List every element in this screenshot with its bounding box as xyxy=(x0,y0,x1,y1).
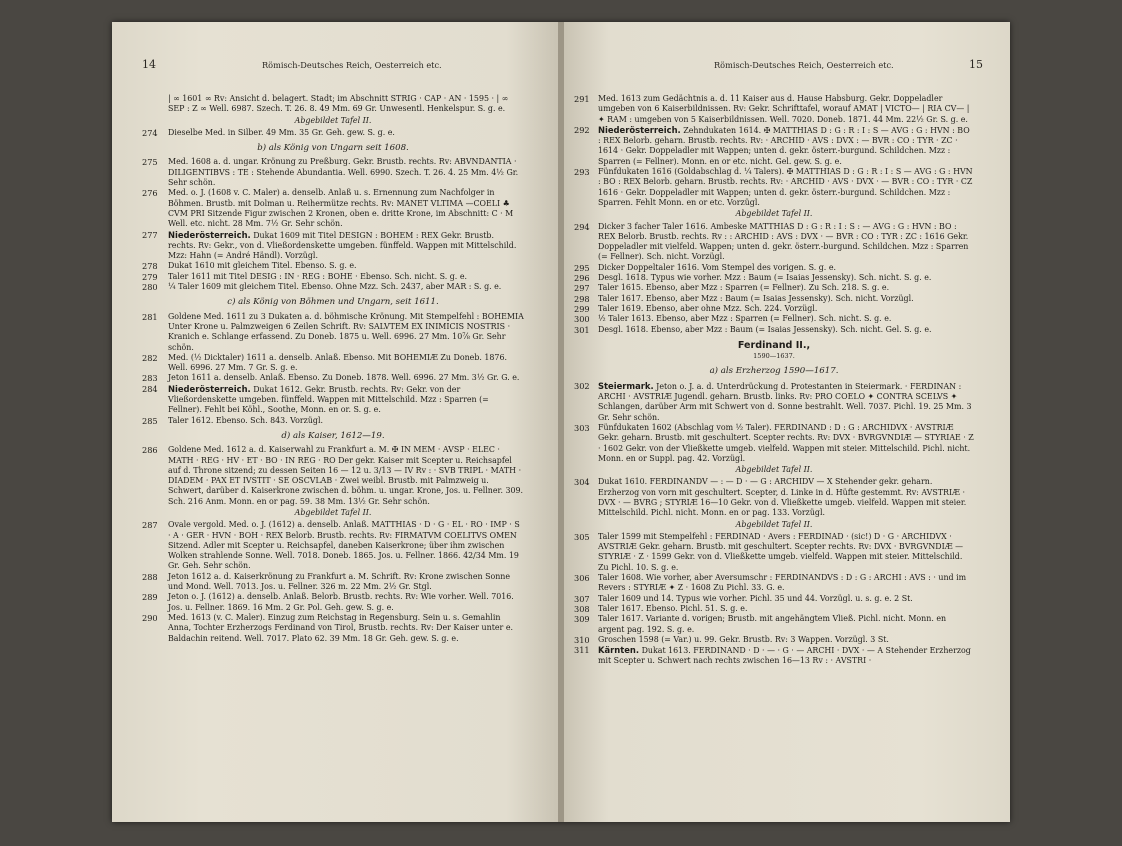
entry-description: Taler 1619. Ebenso, aber ohne Mzz. Sch. 224. Vorzügl. xyxy=(598,303,818,313)
lot-number: 276 xyxy=(142,188,158,199)
catalog-entry xyxy=(574,222,974,263)
entry-description: Goldene Med. 1611 zu 3 Dukaten a. d. böhmische Krönung. Mit Stempelfehl : BOHEMIA Unter Krone u. Palmzweigen 6 Zeilen Schrift. Rv: SALVTEM EX INIMICIS NOSTRIS · Kranich e. Schlange erfassend. Zu Doneb. 1875 u. Well. 6996. 27 Mm. 10⅞ Gr. Sehr schön. xyxy=(168,311,524,352)
entry-body xyxy=(168,230,524,262)
entry-description: Taler 1612. Ebenso. Sch. 843. Vorzügl. xyxy=(168,415,323,425)
entry-body xyxy=(168,282,524,292)
lot-number: 291 xyxy=(574,94,590,104)
entry-description: Zehndukaten 1614. ✠ MATTHIAS D : G : R : I : S — AVG : G : HVN : BO : REX Belorb. geharn. Brustb. rechts. Rv: · ARCHID · AVS : DVX : — BVR : CO : TYR · ZC · 1614 · Gekr. Doppeladler mit Wappen; unten d. gekr. österr.-burgund. Schildchen. Mzz : Sparren (= Fellner). Monn. en or etc. nicht. Gel. gew. S. g. e. xyxy=(598,125,970,166)
entry-body xyxy=(598,263,974,273)
entry-description: Desgl. 1618. Typus wie vorher. Mzz : Baum (= Isaias Jessensky). Sch. nicht. S. g. e. xyxy=(598,273,932,283)
entry-body xyxy=(168,416,524,426)
plate-caption: Abgebildet Tafel II. xyxy=(294,115,372,125)
entry-description: Taler 1599 mit Stempelfehl : FERDINAD · Avers : FERDINAD · (sic!) D · G · ARCHIDVX · AVSTRIÆ Gekr. geharn. Brustb. mit geschultert. Scepter rechts. Rv: DVX · BVRGVNDIÆ — STYRIÆ · Z · 1599 Gekr. von d. Vließkette umgeb. vielfeld. Wappen mit steier. Mittelschild. Zu Pichl. 10. S. g. e. xyxy=(598,531,964,572)
lot-number: 301 xyxy=(574,324,590,335)
catalog-entry xyxy=(574,635,974,645)
catalog-entry xyxy=(142,520,524,571)
entry-description: Jeton o. J. (1612) a. denselb. Anlaß. Belorb. Brustb. rechts. Rv: Wie vorher. Well. 7016. Jos. u. Fellner. 1869. 16 Mm. 2 Gr. Pol. Geh. gew. S. g. e. xyxy=(168,592,514,612)
entry-description: Taler 1609 und 14. Typus wie vorher. Pichl. 35 und 44. Vorzügl. u. s. g. e. 2 St. xyxy=(598,593,913,603)
catalog-entry xyxy=(574,325,974,335)
lot-number: 282 xyxy=(142,352,158,363)
plate-caption: Abgebildet Tafel II. xyxy=(735,465,813,475)
lot-number: 288 xyxy=(142,571,158,582)
lot-number: 304 xyxy=(574,477,590,488)
entry-body xyxy=(598,614,974,635)
entry-body xyxy=(168,94,524,115)
catalog-entry xyxy=(574,263,974,273)
plate-caption: Abgebildet Tafel II. xyxy=(735,519,813,529)
lot-number: 289 xyxy=(142,592,158,603)
lot-number: 275 xyxy=(142,157,158,168)
lot-number: 300 xyxy=(574,314,590,325)
entry-description: Taler 1611 mit Titel DESIG : IN · REG : BOHE · Ebenso. Sch. nicht. S. g. e. xyxy=(168,271,467,281)
entry-description: Groschen 1598 (= Var.) u. 99. Gekr. Brustb. Rv: 3 Wappen. Vorzügl. 3 St. xyxy=(598,634,889,644)
lot-number: 298 xyxy=(574,293,590,304)
catalog-entry xyxy=(142,373,524,383)
entry-description: Med. o. J. (1608 v. C. Maler) a. denselb. Anlaß u. s. Ernennung zum Nachfolger in Böhmen. Brustb. mit Dolman u. Reihermütze rechts. Rv: MANET VLTIMA —COELI ♣ CVM PRI Sitzende Figur zwischen 2 Kronen, oben e. dritte Krone, im Abschnitt: C · M Well. etc. nicht. 28 Mm. 7½ Gr. Sehr schön. xyxy=(168,188,514,229)
entry-body xyxy=(598,423,974,464)
entry-body xyxy=(598,604,974,614)
entry-body xyxy=(598,314,974,324)
catalog-entry xyxy=(574,604,974,614)
entry-body xyxy=(168,261,524,271)
entry-description: Taler 1617. Ebenso. Pichl. 51. S. g. e. xyxy=(598,603,748,613)
lot-number: 285 xyxy=(142,415,158,426)
entry-description: Dieselbe Med. in Silber. 49 Mm. 35 Gr. Geh. gew. S. g. e. xyxy=(168,127,395,137)
entry-description: Fünfdukaten 1616 (Goldabschlag d. ¼ Talers). ✠ MATTHIAS D : G : R : I : S — AVG : G : HVN : BO : REX Belorb. geharn. Brustb. rechts. Rv: · ARCHID · AVS · DVX · — BVR : CO : TYR · CZ 1616 · Gekr. Doppeladler mit Wappen; unten d. gekr. österr.-burgund. Schildchen. Mzz : Sparren. Fehlt Monn. en or etc. Vorzügl. xyxy=(598,167,973,207)
entry-description: ¼ Taler 1609 mit gleichem Titel. Ebenso. Ohne Mzz. Sch. 2437, aber MAR : S. g. e. xyxy=(168,282,502,292)
entry-body xyxy=(598,532,974,573)
entry-description: Med. (½ Dicktaler) 1611 a. denselb. Anlaß. Ebenso. Mit BOHEMIÆ Zu Doneb. 1876. Well. 6996. 27 Mm. 7 Gr. S. g. e. xyxy=(168,352,507,373)
catalog-entry xyxy=(142,445,524,507)
catalog-entry xyxy=(574,94,974,125)
lot-number: 274 xyxy=(142,127,158,138)
left-text-column xyxy=(142,94,524,644)
entry-description: Taler 1615. Ebenso, aber Mzz : Sparren (= Fellner). Zu Sch. 218. S. g. e. xyxy=(598,283,890,293)
catalog-entry xyxy=(574,283,974,293)
catalog-entry xyxy=(574,125,974,167)
entry-description: Dicker 3 facher Taler 1616. Ambeske MATTHIAS D : G : R : I : S : — AVG : G : HVN : BO : REX Belorb. Brustb. rechts. Rv : : ARCHID : AVS : DVX · — BVR : CO : TYR : ZC : 1616 Gekr. Doppeladler mit vielfeld. Wappen; unten d. gekr. österr.-burgund. Schildchen. Mzz : Sparren (= Fellner). Sch. nicht. Vorzügl. xyxy=(598,221,969,262)
catalog-entry xyxy=(574,532,974,573)
entry-description: Jeton o. J. a. d. Unterdrückung d. Protestanten in Steiermark. · FERDINAN : ARCHI · AVSTRIÆ Jugendl. geharn. Brustb. links. Rv: PRO COELO ✦ CONTRA SCELVS ✦ Schlangen, darüber Arm mit Schwert von d. Sonne bestrahlt. Well. 7037. Pichl. 19. 25 Mm. 3 Gr. Sehr schön. xyxy=(598,381,972,422)
catalog-entry xyxy=(142,384,524,416)
catalog-entry xyxy=(142,592,524,613)
catalog-entry xyxy=(574,573,974,594)
catalog-entry xyxy=(574,423,974,464)
entry-body xyxy=(168,157,524,188)
entry-description: | ∞ 1601 ∞ Rv: Ansicht d. belagert. Stadt; im Abschnitt STRIG · CAP · AN · 1595 · | ∞ SEP : Z ∞ Well. 6987. Szech. T. 26. 8. 49 Mm. 69 Gr. Unwesentl. Henkelspur. S. g. e. xyxy=(168,94,509,114)
entry-body xyxy=(598,573,974,594)
region-name: Niederösterreich. xyxy=(168,383,251,394)
lot-number: 302 xyxy=(574,380,590,391)
section-heading: a) als Erzherzog 1590—1617. xyxy=(709,366,839,377)
catalog-entry xyxy=(142,416,524,426)
entry-body xyxy=(598,304,974,314)
left-page-number: 14 xyxy=(142,58,156,71)
entry-body xyxy=(168,384,524,416)
region-name: Steiermark. xyxy=(598,380,654,391)
entry-body xyxy=(168,272,524,282)
catalog-entry xyxy=(574,614,974,635)
catalog-entry xyxy=(142,613,524,644)
plate-caption: Abgebildet Tafel II. xyxy=(735,209,813,219)
entry-body xyxy=(598,645,974,667)
book-spread xyxy=(112,22,1010,822)
catalog-entry xyxy=(574,167,974,208)
left-running-title: Römisch-Deutsches Reich, Oesterreich etc. xyxy=(262,60,442,70)
catalog-entry xyxy=(574,294,974,304)
catalog-entry xyxy=(142,157,524,188)
entry-body xyxy=(598,594,974,604)
entry-description: Jeton 1612 a. d. Kaiserkrönung zu Frankfurt a. M. Schrift. Rv: Krone zwischen Sonne und Mond. Well. 7013. Jos. u. Fellner. 326 m. 22 Mm. 2½ Gr. Stgl. xyxy=(168,571,511,592)
entry-description: Ovale vergold. Med. o. J. (1612) a. denselb. Anlaß. MATTHIAS · D · G · EL · RO · IMP · S · A · GER · HVN · BOH · REX Belorb. Brustb. rechts. Rv: FIRMATVM COELITVS OMEN Sitzend. Adler mit Scepter u. Reichsapfel, daneben Kaiserkrone; über ihm zwischen Wolken strahlende Sonne. Well. 7018. Doneb. 1865. Jos. u. Fellner. 1866. 42/34 Mm. 19 Gr. Geh. Sehr schön. xyxy=(168,520,520,571)
entry-body xyxy=(168,353,524,374)
entry-description: Fünfdukaten 1602 (Abschlag vom ½ Taler). FERDINAND : D : G : ARCHIDVX · AVSTRIÆ Gekr. geharn. Brustb. mit geschultert. Scepter rechts. Rv: DVX · BVRGVNDIÆ — STYRIAE · Z · 1602 Gekr. von der Vließkette umgeb. vielfeld. Wappen mit steier. Mittelschild. Pichl. nicht. Monn. en or Suppl. pag. 42. Vorzügl. xyxy=(598,422,974,463)
lot-number: 277 xyxy=(142,229,158,240)
entry-description: Taler 1608. Wie vorher, aber Aversumschr : FERDINANDVS : D : G : ARCHI : AVS : · und im Revers : STYRIÆ ✦ Z · 1608 Zu Pichl. 33. G. e. xyxy=(598,573,967,593)
entry-body xyxy=(168,373,524,383)
lot-number: 294 xyxy=(574,221,590,232)
lot-number: 311 xyxy=(574,645,590,656)
entry-description: Jeton 1611 a. denselb. Anlaß. Ebenso. Zu Doneb. 1878. Well. 6996. 27 Mm. 3½ Gr. G. e. xyxy=(168,373,520,383)
entry-body xyxy=(598,94,974,125)
ruler-heading: Ferdinand II., xyxy=(737,339,811,351)
catalog-entry xyxy=(574,381,974,423)
lot-number: 281 xyxy=(142,311,158,322)
region-name: Niederösterreich. xyxy=(168,229,251,240)
right-page-number: 15 xyxy=(969,58,983,71)
catalog-entry xyxy=(142,94,524,115)
entry-description: Desgl. 1618. Ebenso, aber Mzz : Baum (= Isaias Jessensky). Sch. nicht. Gel. S. g. e. xyxy=(598,324,932,334)
entry-description: Dukat 1613. FERDINAND · D · — · G · — ARCHI · DVX · — A Stehender Erzherzog mit Scepter u. Schwert nach rechts zwischen 16—13 Rv : · AVSTRI · xyxy=(598,646,971,666)
catalog-entry xyxy=(142,353,524,374)
lot-number: 307 xyxy=(574,593,590,604)
entry-body xyxy=(168,445,524,507)
lot-number: 286 xyxy=(142,445,158,456)
catalog-entry xyxy=(142,572,524,593)
lot-number: 306 xyxy=(574,573,590,584)
entry-body xyxy=(168,572,524,593)
lot-number: 303 xyxy=(574,422,590,433)
entry-body xyxy=(598,325,974,335)
lot-number: 309 xyxy=(574,614,590,625)
catalog-entry xyxy=(142,312,524,353)
plate-caption: Abgebildet Tafel II. xyxy=(294,507,372,517)
right-running-title: Römisch-Deutsches Reich, Oesterreich etc. xyxy=(714,60,894,70)
entry-description: Taler 1617. Variante d. vorigen; Brustb. mit angehängtem Vließ. Pichl. nicht. Monn. en argent pag. 192. S. g. e. xyxy=(598,614,947,634)
lot-number: 293 xyxy=(574,167,590,178)
right-page xyxy=(564,22,1010,822)
entry-body xyxy=(168,613,524,644)
entry-description: Taler 1617. Ebenso, aber Mzz : Baum (= Isaias Jessensky). Sch. nicht. Vorzügl. xyxy=(598,293,914,303)
entry-description: Dukat 1612. Gekr. Brustb. rechts. Rv: Gekr. von der Vließordenskette umgeben. fünffeld. Wappen mit Mittelschild. Mzz : Sparren (= Fellner). Fehlt bei Köhl., Soothe, Monn. en or. S. g. e. xyxy=(168,384,489,415)
region-name: Kärnten. xyxy=(598,645,640,656)
lot-number: 295 xyxy=(574,262,590,273)
lot-number: 292 xyxy=(574,124,590,135)
catalog-entry xyxy=(574,645,974,667)
lot-number: 287 xyxy=(142,520,158,531)
entry-body xyxy=(598,222,974,263)
entry-body xyxy=(598,381,974,423)
lot-number: 283 xyxy=(142,373,158,384)
left-page xyxy=(112,22,560,822)
entry-description: Dukat 1610. FERDINANDV — : — D · — G : ARCHIDV — X Stehender gekr. geharn. Erzherzog von vorn mit geschultert. Scepter, d. Linke in d. Hüfte gestemmt. Rv: AVSTRIÆ · DVX · — BVRG ; STYRIÆ 16—10 Gekr. von d. Vließkette umgeb. vielfeld. Wappen mit steier. Mittelschild. Pichl. nicht. Monn. en or pag. 133. Vorzügl. xyxy=(598,477,967,518)
lot-number: 296 xyxy=(574,273,590,284)
lot-number: 297 xyxy=(574,283,590,294)
entry-body xyxy=(598,167,974,208)
lot-number: 305 xyxy=(574,531,590,542)
catalog-entry xyxy=(574,304,974,314)
entry-description: Med. 1613 zum Gedächtnis a. d. 11 Kaiser aus d. Hause Habsburg. Gekr. Doppeladler umgeben von 6 Kaiserbildnissen. Rv: Gekr. Schrifttafel, worauf AMAT | VICTO— | RIA CV— | ✦ RAM : umgeben von 5 Kaiserbildnissen. Well. 7020. Doneb. 1871. 44 Mm. 22½ Gr. S. g. e. xyxy=(598,94,970,124)
entry-description: ½ Taler 1613. Ebenso, aber Mzz : Sparren (= Fellner). Sch. nicht. S. g. e. xyxy=(598,314,892,324)
lot-number: 290 xyxy=(142,612,158,623)
entry-description: Med. 1613 (v. C. Maler). Einzug zum Reichstag in Regensburg. Sein u. s. Gemahlin Anna, Tochter Erzherzogs Ferdinand von Tirol, Brustb. rechts. Rv: Der Kaiser unter e. Baldachin reitend. Well. 7017. Plato 62. 39 Mm. 18 Gr. Geh. gew. S. g. e. xyxy=(168,612,514,643)
right-text-column xyxy=(574,94,974,667)
catalog-entry xyxy=(142,261,524,271)
entry-body xyxy=(168,592,524,613)
lot-number: 279 xyxy=(142,271,158,282)
entry-body xyxy=(598,294,974,304)
lot-number: 310 xyxy=(574,634,590,645)
lot-number: 280 xyxy=(142,282,158,293)
entry-body xyxy=(168,312,524,353)
entry-body xyxy=(168,188,524,229)
catalog-entry xyxy=(142,188,524,229)
entry-description: Med. 1608 a. d. ungar. Krönung zu Preßburg. Gekr. Brustb. rechts. Rv: ABVNDANTIA · DILIGENTIBVS : TE : Stehende Abundantia. Well. 6990. Szech. T. 26. 4. 25 Mm. 4½ Gr. Sehr schön. xyxy=(168,157,519,188)
catalog-entry xyxy=(142,282,524,292)
lot-number: 299 xyxy=(574,303,590,314)
catalog-entry xyxy=(574,477,974,518)
lot-number: 308 xyxy=(574,603,590,614)
entry-body xyxy=(598,283,974,293)
lot-number: 284 xyxy=(142,383,158,394)
section-heading: b) als König von Ungarn seit 1608. xyxy=(257,143,409,154)
catalog-entry xyxy=(142,272,524,282)
entry-body xyxy=(598,477,974,518)
catalog-entry xyxy=(574,594,974,604)
entry-body xyxy=(598,635,974,645)
catalog-entry xyxy=(142,230,524,262)
entry-description: Dicker Doppeltaler 1616. Vom Stempel des vorigen. S. g. e. xyxy=(598,262,837,272)
catalog-entry xyxy=(574,314,974,324)
catalog-entry xyxy=(574,273,974,283)
section-heading: c) als König von Böhmen und Ungarn, seit 1611. xyxy=(227,297,439,308)
entry-body xyxy=(598,125,974,167)
entry-body xyxy=(598,273,974,283)
lot-number: 278 xyxy=(142,261,158,272)
entry-body xyxy=(168,128,524,138)
entry-description: Goldene Med. 1612 a. d. Kaiserwahl zu Frankfurt a. M. ✠ IN MEM · AVSP · ELEC · MATH · REG · HV · ET · BO · IN REG · RO Der gekr. Kaiser mit Scepter u. Reichsapfel auf d. Throne sitzend; zu dessen Seiten 16 — 12 u. 3/13 — IV Rv : · SVB TRIPL · MATH · DIADEM · PAX ET IVSTIT · SE OSCVLAB · Zwei weibl. Brustb. mit Palmzweig u. Schwert, darüber d. Kaiserkrone zwischen d. böhm. u. ungar. Krone, Jos. u. Fellner. 309. Sch. 216 Anm. Monn. en or pag. 59. 38 Mm. 13½ Gr. Sehr schön. xyxy=(168,445,524,506)
region-name: Niederösterreich. xyxy=(598,124,681,135)
catalog-entry xyxy=(142,128,524,138)
section-heading: d) als Kaiser, 1612—19. xyxy=(281,430,385,441)
entry-description: Dukat 1609 mit Titel DESIGN : BOHEM : REX Gekr. Brustb. rechts. Rv: Gekr., von d. Vließordenskette umgeben. fünffeld. Wappen mit Mittelschild. Mzz: Hahn (= André Händl). Vorzügl. xyxy=(168,230,517,261)
entry-description: Dukat 1610 mit gleichem Titel. Ebenso. S. g. e. xyxy=(168,261,357,271)
ruler-years: 1590—1637. xyxy=(753,352,795,361)
entry-body xyxy=(168,520,524,571)
